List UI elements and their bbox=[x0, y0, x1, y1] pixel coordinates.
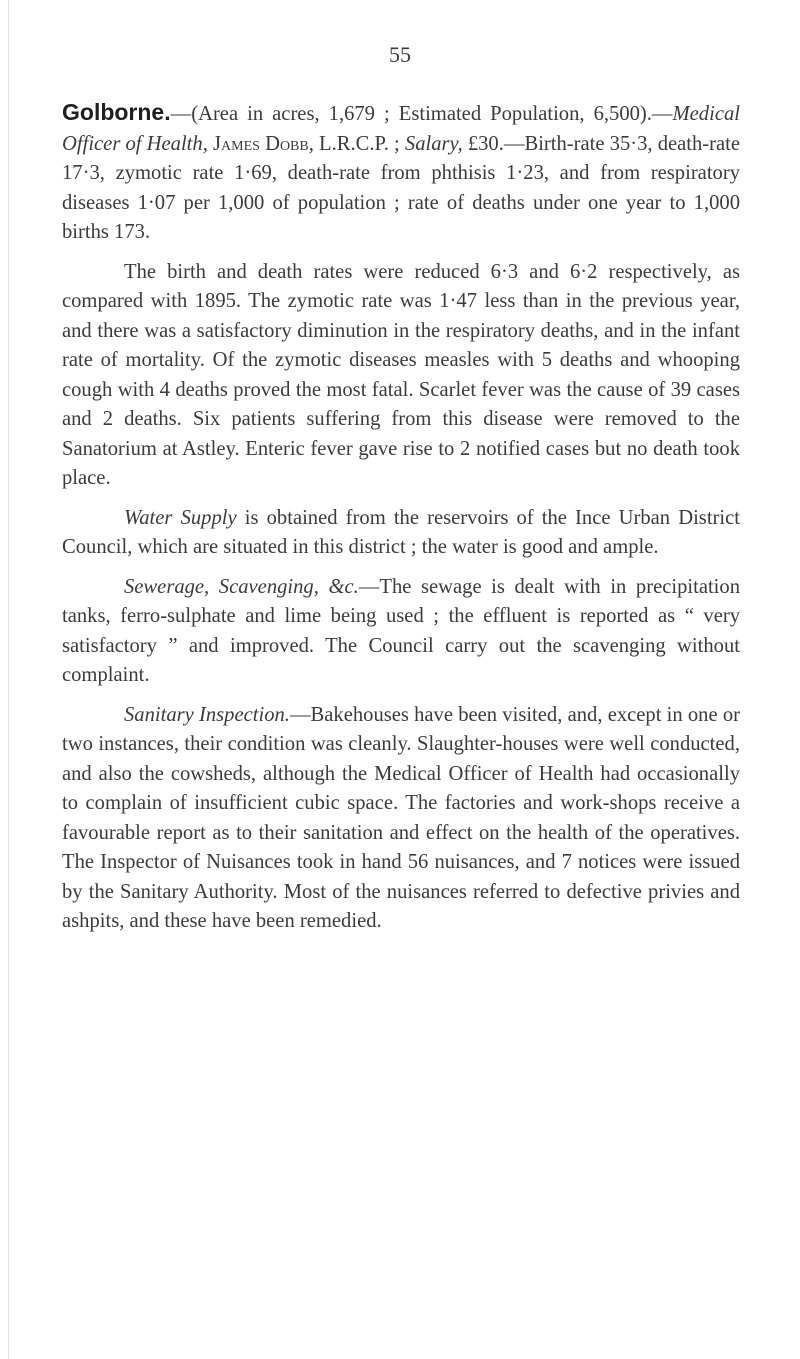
summary-text-3: £30.—Birth-rate 35·3, death-rate 17·3, zymotic rate 1·69, death-rate from phthisis 1·23, and from respiratory diseases 1·07 per 1,000 of population ; rate of deaths under one year to 1,000 births 173. bbox=[62, 132, 741, 243]
page-edge-rule bbox=[8, 0, 9, 1359]
paragraph-sewerage bbox=[62, 573, 740, 691]
summary-text-2: L.R.C.P. ; bbox=[313, 132, 405, 155]
water-supply-text: is obtained from the reservoirs of the Ince Urban District Council, which are situated in this district ; the water is good and ample. bbox=[62, 506, 740, 558]
page-number: 55 bbox=[389, 42, 411, 67]
paragraph-rates-comparison bbox=[62, 258, 740, 494]
officer-title: Medical Officer of Health, bbox=[62, 103, 740, 155]
paragraph-water-supply bbox=[62, 504, 740, 563]
document-body bbox=[62, 98, 740, 947]
place-heading: Golborne. bbox=[62, 99, 171, 125]
paragraph-golborne-summary bbox=[62, 98, 740, 248]
sewerage-text: —The sewage is dealt with in precipitation tanks, ferro-sulphate and lime being used ; the effluent is reported as “ very satisfactory ” and improved. The Council carry out the scavenging without complaint. bbox=[62, 575, 740, 686]
paragraph-sanitary-inspection bbox=[62, 701, 740, 937]
sewerage-heading: Sewerage, Scavenging, &c. bbox=[124, 575, 359, 598]
summary-text-1: —(Area in acres, 1,679 ; Estimated Population, 6,500).— bbox=[170, 103, 673, 125]
water-supply-heading: Water Supply bbox=[124, 506, 237, 529]
sanitary-inspection-text: —Bakehouses have been visited, and, except in one or two instances, their condition was cleanly. Slaughter-houses were well conducted, and also the cowsheds, although the Medical Officer of Health had occasionally to complain of insufficient cubic space. The factories and work-shops receive a favourable report as to their sanitation and effect on the health of the operatives. The Inspector of Nuisances took in hand 56 nuisances, and 7 notices were issued by the Sanitary Authority. Most of the nuisances referred to defective privies and ashpits, and these have been remedied. bbox=[62, 703, 740, 932]
rates-text: The birth and death rates were reduced 6·3 and 6·2 respectively, as compared with 1895. The zymotic rate was 1·47 less than in the previous year, and there was a satisfactory diminution in the respiratory deaths, and in the infant rate of mortality. Of the zymotic diseases measles with 5 deaths and whooping cough with 4 deaths proved the most fatal. Scarlet fever was the cause of 39 cases and 2 deaths. Six patients suffering from this disease were removed to the Sanatorium at Astley. Enteric fever gave rise to 2 notified cases but no death took place. bbox=[62, 260, 740, 489]
officer-name: James Dobb, bbox=[207, 132, 314, 155]
salary-label: Salary, bbox=[404, 132, 463, 155]
sanitary-inspection-heading: Sanitary Inspection. bbox=[124, 703, 290, 726]
